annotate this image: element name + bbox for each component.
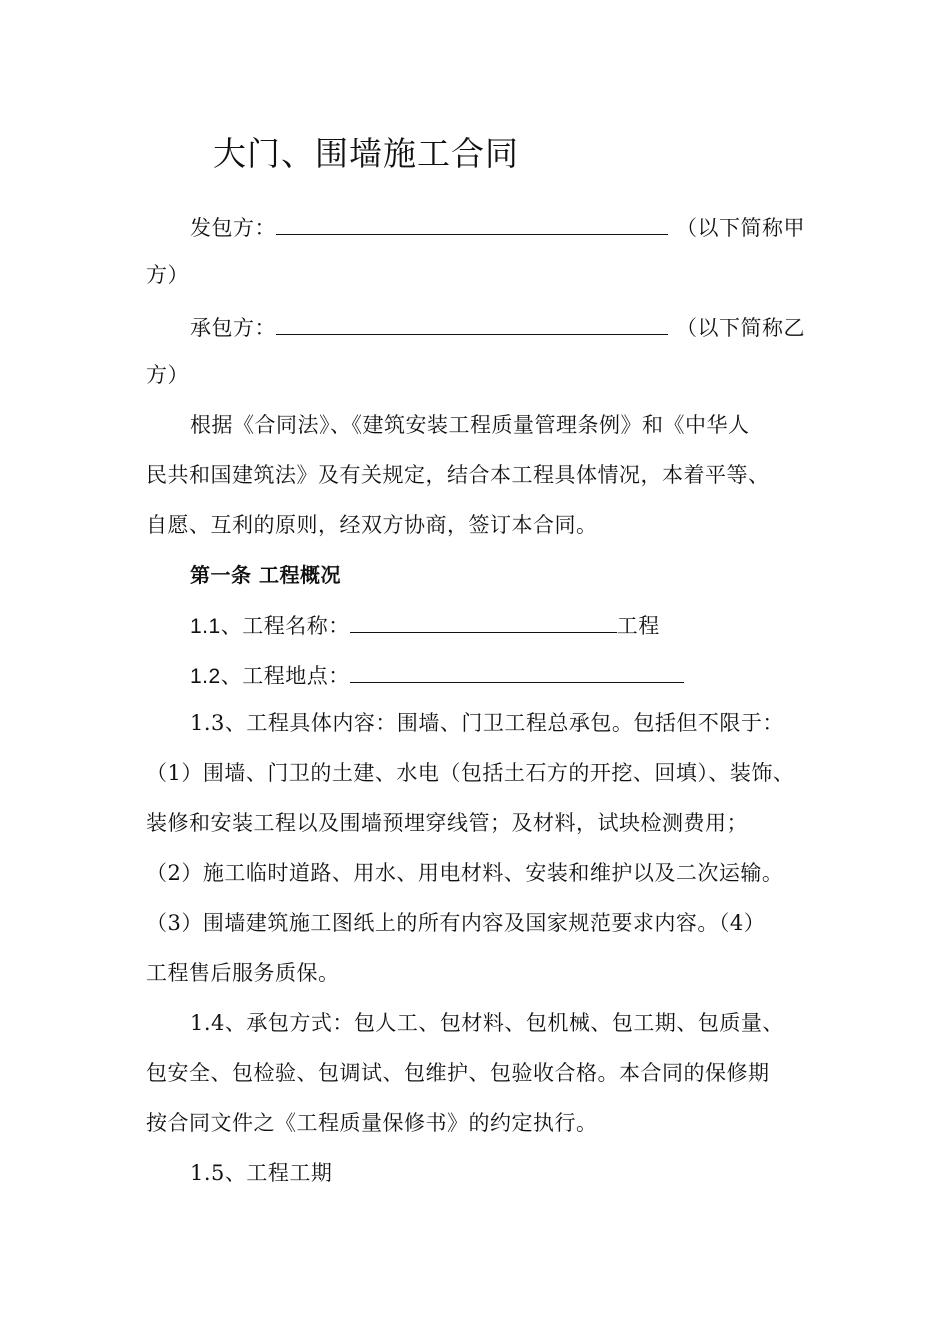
preamble-line: 民共和国建筑法》及有关规定，结合本工程具体情况，本着平等、 (146, 463, 770, 487)
document-title: 大门、围墙施工合同 (213, 134, 519, 173)
preamble-line: 自愿、互利的原则，经双方协商，签订本合同。 (146, 513, 598, 537)
item-1-2-label: 1.2、工程地点： (190, 665, 350, 688)
party-a-suffix-cont: 方） (146, 263, 189, 287)
party-b-suffix: （以下简称乙 (676, 316, 805, 340)
item-1-3-line: （3）围墙建筑施工图纸上的所有内容及国家规范要求内容。（4） (146, 911, 766, 935)
party-b-label: 承包方： (190, 316, 276, 340)
item-1-3-line: 工程售后服务质保。 (146, 961, 340, 985)
article-1-heading: 第一条 工程概况 (190, 563, 341, 587)
party-b-line (190, 310, 805, 343)
party-a-blank (276, 210, 668, 235)
item-1-3-line: （2）施工临时道路、用水、用电材料、安装和维护以及二次运输。 (146, 861, 784, 885)
party-a-suffix: （以下简称甲 (676, 216, 805, 240)
item-1-3-line: 1.3、工程具体内容：围墙、门卫工程总承包。包括但不限于： (190, 711, 784, 735)
project-name-blank (350, 608, 617, 633)
item-1-4-line: 按合同文件之《工程质量保修书》的约定执行。 (146, 1111, 598, 1135)
item-1-3-line: （1）围墙、门卫的土建、水电（包括土石方的开挖、回填）、装饰、 (146, 761, 795, 785)
party-a-line (190, 210, 805, 243)
item-1-1 (190, 608, 660, 642)
item-1-1-suffix: 工程 (616, 614, 660, 638)
item-1-5: 1.5、工程工期 (190, 1161, 333, 1185)
item-1-2 (190, 658, 684, 692)
party-b-blank (276, 310, 668, 335)
preamble-line: 根据《合同法》、《建筑安装工程质量管理条例》和《中华人 (190, 413, 750, 437)
party-b-suffix-cont: 方） (146, 363, 189, 387)
party-a-label: 发包方： (190, 216, 276, 240)
item-1-1-label: 1.1、工程名称： (190, 615, 350, 638)
item-1-4-line: 包安全、包检验、包调试、包维护、包验收合格。本合同的保修期 (146, 1061, 770, 1085)
item-1-4-line: 1.4、承包方式：包人工、包材料、包机械、包工期、包质量、 (190, 1011, 784, 1035)
project-location-blank (350, 658, 684, 683)
item-1-3-line: 装修和安装工程以及围墙预埋穿线管；及材料，试块检测费用； (146, 811, 748, 835)
